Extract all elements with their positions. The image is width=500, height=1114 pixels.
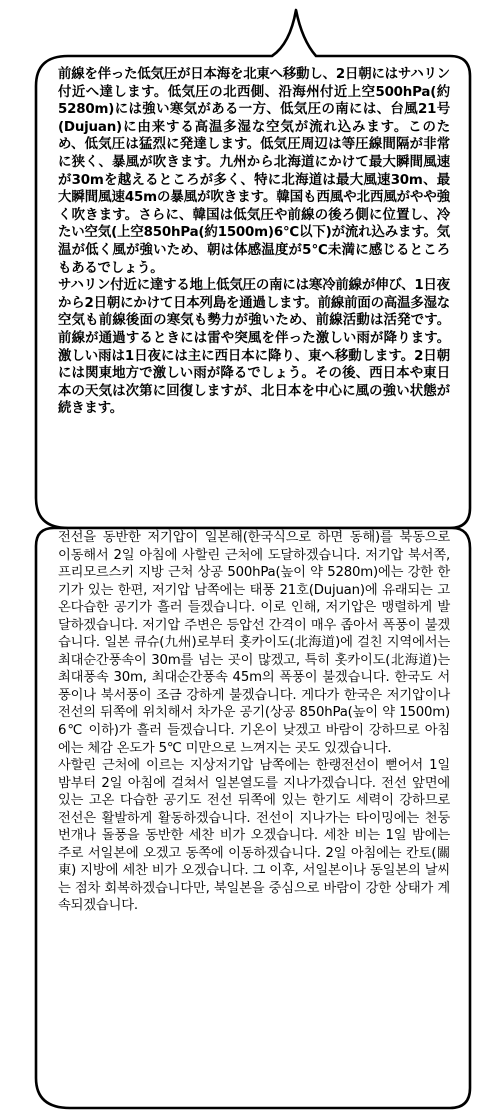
korean-paragraph-1: 전선을 동반한 저기압이 일본해(한국식으로 하면 동해)를 북동으로 이동해서 2일 아침에 사할린 근처에 도달하겠습니다. 저기압 북서쪽, 프리모르스키 지방 근처 상공 500hPa(높이 약 5280m)에는 강한 한기가 있는 한편, 저기압 남쪽에는 태풍 21호(Dujuan)에 유래되는 고온다습한 공기가 흘러 들겠습니다. 이로 인해, 저기압은 맹렬하게 발달하겠습니다. 저기압 주변은 등압선 간격이 매우 좁아서 폭풍이 불겠습니다. 일본 큐슈(九州)로부터 홋카이도(北海道)에 걸친 지역에서는 최대순간풍속이 30m를 넘는 곳이 많겠고, 특히 홋카이도(北海道)는 최대풍속 30m, 최대순간풍속 45m의 폭풍이 불겠습니다. 한국도 서풍이나 북서풍이 조금 강하게 불겠습니다. 게다가 한국은 저기압이나 전선의 뒤쪽에 위치해서 차가운 공기(상공 850hPa(높이 약 1500m) 6℃ 이하)가 흘러 들겠습니다. 기온이 낮겠고 바람이 강하므로 아침에는 체감 온도가 5℃ 미만으로 느껴지는 곳도 있겠습니다. <box>58 530 450 756</box>
korean-paragraph-2: 사할린 근처에 이르는 지상저기압 남쪽에는 한랭전선이 뻗어서 1일 밤부터 2일 아침에 걸쳐서 일본열도를 지나가겠습니다. 전선 앞면에 있는 고온 다습한 공기도 전선 뒤쪽에 있는 한기도 세력이 강하므로 전선은 활발하게 활동하겠습니다. 전선이 지나가는 타이밍에는 천둥번개나 돌풍을 동반한 세찬 비가 오겠습니다. 세찬 비는 1일 밤에는 주로 서일본에 오겠고 동쪽에 이동하겠습니다. 2일 아침에는 칸토(關東) 지방에 세찬 비가 오겠습니다. 그 이후, 서일본이나 동일본의 날씨는 점차 회복하겠습니다만, 북일본을 중심으로 바람이 강한 상태가 계속되겠습니다. <box>58 758 450 914</box>
japanese-paragraph-1: 前線を伴った低気圧が日本海を北東へ移動し、2日朝にはサハリン付近へ達します。低気圧の北西側、沿海州付近上空500hPa(約5280m)には強い寒気がある一方、低気圧の南には、台風21号(Dujuan)に由来する高温多湿な空気が流れ込みます。このため、低気圧は猛烈に発達します。低気圧周辺は等圧線間隔が非常に狭く、暴風が吹きます。九州から北海道にかけて最大瞬間風速が30mを越えるところが多く、特に北海道は最大風速30m、最大瞬間風速45mの暴風が吹きます。韓国も西風や北西風がやや強く吹きます。さらに、韓国は低気圧や前線の後ろ側に位置し、冷たい空気(上空850hPa(約1500m)6℃以下)が流れ込みます。気温が低く風が強いため、朝は体感温度が5℃未満に感じるところもあるでしょう。 <box>58 67 450 276</box>
japanese-text-panel <box>58 66 450 418</box>
korean-text-panel <box>58 529 450 915</box>
japanese-paragraph-2: サハリン付近に達する地上低気圧の南には寒冷前線が伸び、1日夜から2日朝にかけて日本列島を通過します。前線前面の高温多湿な空気も前線後面の寒気も勢力が強いため、前線活動は活発です。前線が通過するときには雷や突風を伴った激しい雨が降ります。激しい雨は1日夜には主に西日本に降り、東へ移動します。2日朝には関東地方で激しい雨が降るでしょう。その後、西日本や東日本の天気は次第に回復しますが、北日本を中心に風の強い状態が続きます。 <box>58 278 450 417</box>
